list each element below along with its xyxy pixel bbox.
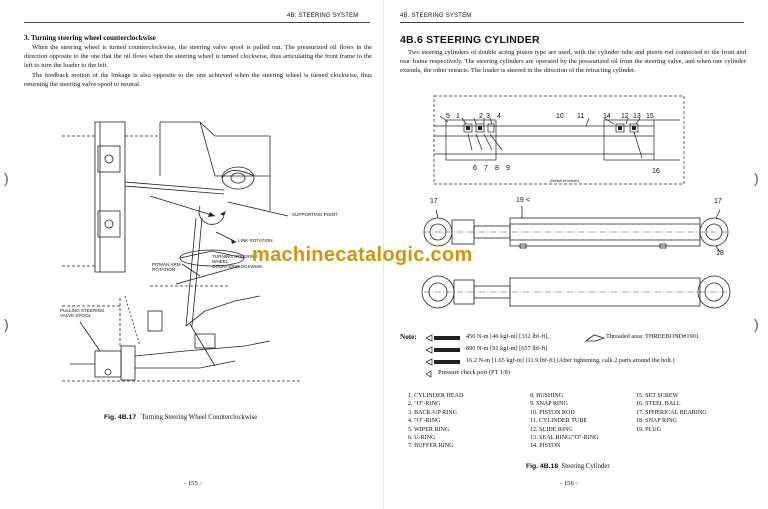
- list-item: 13. SEAL RING/"O"-RING: [530, 435, 599, 442]
- page-number: - 155 -: [184, 480, 202, 487]
- figure-caption-text: Turning Steering Wheel Counterclockwise: [141, 414, 258, 421]
- binding-mark: ): [754, 170, 759, 186]
- callout-2: 2: [479, 113, 483, 120]
- list-item: 15. SET SCREW: [636, 393, 679, 399]
- parts-list-col-1: [408, 392, 463, 451]
- callout-14: 14: [603, 113, 611, 120]
- list-item: 4. "O"-RING: [408, 418, 441, 425]
- callout-19: 19: [516, 197, 524, 204]
- torque-spec-1: 450 N-m [46 kgf-m] [332 lbf-ft],: [466, 333, 549, 340]
- callout-17-right: 17: [714, 198, 722, 205]
- callout-16: 16: [652, 168, 660, 175]
- callout-12: 12: [621, 113, 629, 120]
- threadlock-icon: [584, 334, 606, 342]
- binding-mark: ): [4, 170, 9, 186]
- list-item: 2. "O"-RING: [408, 401, 441, 408]
- callout-17-left: 17: [430, 198, 438, 205]
- page-header: 4B. STEERING SYSTEM: [400, 13, 472, 19]
- parts-list-col-3: [636, 392, 707, 434]
- list-item: 16. STEEL BALL: [636, 401, 681, 408]
- header-rule: [24, 22, 370, 23]
- section-title: 3. Turning steering wheel counterclockwise: [24, 34, 156, 42]
- pressure-check-port: Pressure check port (PT 1/8): [438, 369, 510, 376]
- torque-spec-2: 890 N-m [91 kgf-m] [657 lbf-ft]: [466, 345, 548, 352]
- callout-18: 18: [716, 250, 724, 257]
- list-item: 19. PLUG: [636, 426, 662, 433]
- page-number: - 156 -: [560, 480, 578, 487]
- callout-11: 11: [577, 113, 585, 120]
- list-item: 17. SPHERICAL BEARING: [636, 409, 707, 416]
- binding-mark: ): [4, 316, 9, 332]
- torque-wrench-icon: [426, 358, 462, 366]
- label-pitman-arm: PITMAN ARM ROTATION: [152, 262, 181, 272]
- paragraph: Two steering cylinders of double acting piston type are used, with the cylinder tube and piston rod connected to the front and rear frame respectively. The steering cylinders are operated by the pressurized oil from the steering valve, and when one cylinder extends, the other retracts. The loader is steered in the direction of the retracting cylinder.: [400, 49, 746, 75]
- callout-8: 8: [495, 165, 499, 172]
- cylinder-section-diagram: [404, 92, 744, 192]
- torque-wrench-icon: [426, 334, 462, 342]
- label-link-rotation: LINK ROTATION: [238, 238, 273, 243]
- label-pulling-spool: PULLING STEERING VALVE SPOOL: [60, 308, 105, 318]
- torque-spec-3: 16.2 N-m [1.65 kgf-m] [11.9 lbf-ft] (After tightening, calk 2 parts around the bolt.): [466, 357, 675, 364]
- list-item: 9. SNAP RING: [530, 401, 568, 408]
- list-item: 11. CYLINDER TUBE: [530, 418, 588, 425]
- list-item: 10. PISTON ROD: [530, 409, 575, 416]
- section-title: 4B.6 STEERING CYLINDER: [400, 34, 540, 46]
- list-item: 1. CYLINDER HEAD: [408, 393, 464, 399]
- note-label: Note:: [400, 333, 417, 341]
- callout-6: 6: [473, 165, 477, 172]
- list-item: 14. PISTON: [530, 443, 561, 450]
- figure-caption: [526, 463, 610, 470]
- binding-mark: ): [754, 316, 759, 332]
- list-item: 5. WIPER RING: [408, 426, 450, 433]
- callout-9: 9: [506, 165, 510, 172]
- threaded-area: Threaded area: THREEBOND#1901: [606, 333, 699, 340]
- figure-caption: [104, 414, 257, 421]
- callout-5: 5: [446, 113, 450, 120]
- list-item: 6. U-RING: [408, 435, 436, 442]
- list-item: 18. SNAP RING: [636, 418, 677, 425]
- callout-13: 13: [633, 113, 641, 120]
- list-item: 7. BUFFER RING: [408, 443, 454, 450]
- callout-1: 1: [456, 113, 460, 120]
- parts-list-col-2: [530, 392, 599, 451]
- list-item: 3. BACK-UP RING: [408, 409, 458, 416]
- figure-caption-label: Fig. 4B.17: [104, 414, 137, 421]
- list-item: 8. BUSHING: [530, 393, 564, 399]
- label-supporting-point: SUPPORTING POINT: [292, 212, 338, 217]
- figure-caption-text: Steering Cylinder: [561, 463, 610, 470]
- watermark: machinecatalogic.com: [252, 244, 473, 266]
- arrow-pointer-icon: <: [526, 197, 531, 204]
- callout-15: 15: [646, 113, 654, 120]
- callout-10: 10: [556, 113, 564, 120]
- pressure-port-icon: [426, 370, 434, 378]
- label-turning-steering: TURNING STEERING WHEEL COUNTERCLOCKWISE: [212, 254, 263, 269]
- figure-caption-label: Fig. 4B.18: [526, 463, 559, 470]
- paragraph: The feedback motion of the linkage is also opposite to the one achieved when the steering wheel is turned clockwise, thus returning the steering valve spool to neutral.: [24, 72, 372, 89]
- page-header: 4B. STEERING SYSTEM: [287, 13, 359, 19]
- detail-label: (Detail of inside): [550, 178, 579, 183]
- callout-7: 7: [484, 165, 488, 172]
- paragraph: When the steering wheel is turned counterclockwise, the steering valve spool is pulled out. The pressurized oil flows in the direction opposite to the one that the oil flows when the steering wheel is turned clockwise, thus articulating the front frame to the left to turn the loader to the left.: [24, 44, 372, 70]
- list-item: 12. SLIDE RING: [530, 426, 573, 433]
- torque-wrench-icon: [426, 346, 462, 354]
- header-rule: [400, 22, 744, 23]
- callout-4: 4: [497, 113, 501, 120]
- callout-3: 3: [486, 113, 490, 120]
